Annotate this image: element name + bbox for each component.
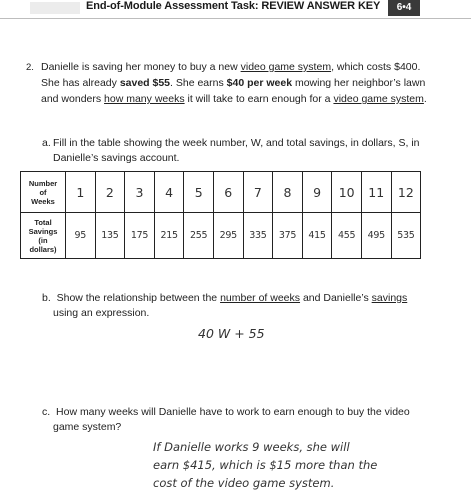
- part-c-text: How many weeks will Danielle have to work to earn enough to buy the video: [56, 406, 410, 418]
- part-b-link-weeks: number of weeks: [220, 292, 301, 304]
- weeks-savings-table: [20, 171, 421, 259]
- row-header-weeks: [21, 172, 66, 213]
- question-line-1: [41, 61, 420, 73]
- header-logo: [30, 2, 80, 14]
- row-header-line: dollars): [29, 244, 57, 254]
- row-header-line: of: [39, 187, 47, 197]
- savings-cell: 255: [184, 213, 214, 259]
- part-b-text: Show the relationship between the: [56, 292, 221, 304]
- q-text: it will take to earn enough for a: [184, 93, 334, 105]
- week-cell: 8: [273, 172, 303, 213]
- week-cell: 12: [391, 172, 421, 213]
- q-link-weeks: how many weeks: [104, 93, 185, 105]
- q-text: . She earns: [170, 77, 227, 89]
- module-badge: 6•4: [388, 0, 420, 16]
- week-cell: 1: [66, 172, 96, 213]
- row-header-savings: [21, 213, 66, 259]
- row-header-line: (in: [38, 235, 48, 245]
- savings-cell: 415: [302, 213, 332, 259]
- savings-cell: 135: [95, 213, 125, 259]
- q-bold-per-week: $40 per week: [226, 77, 293, 89]
- part-c-answer-line: earn $415, which is $15 more than the: [153, 458, 378, 472]
- week-cell: 5: [184, 172, 214, 213]
- q-text: mowing her neighbor’s lawn: [292, 77, 426, 89]
- question-line-2: [41, 77, 425, 89]
- savings-cell: 95: [66, 213, 96, 259]
- part-a-line-2: Danielle’s savings account.: [53, 152, 180, 164]
- part-c-line-2: game system?: [53, 421, 122, 433]
- part-b-answer: 40 W + 55: [198, 326, 265, 341]
- savings-cell: 455: [332, 213, 362, 259]
- q-bold-saved: saved $55: [119, 77, 171, 89]
- week-cell: 6: [213, 172, 243, 213]
- week-cell: 10: [332, 172, 362, 213]
- q-text: , which costs $400.: [331, 61, 421, 73]
- part-c-line-1: [42, 406, 410, 418]
- week-cell: 2: [95, 172, 125, 213]
- part-b-link-savings: savings: [371, 292, 408, 304]
- part-b-line-2: using an expression.: [53, 307, 150, 319]
- part-b-letter: b.: [42, 292, 51, 304]
- savings-cell: 335: [243, 213, 273, 259]
- question-number: 2.: [26, 62, 34, 73]
- table-row-savings: [21, 213, 421, 259]
- part-a-letter: a.: [42, 137, 51, 149]
- q-link-video-game-2: video game system: [333, 93, 424, 105]
- q-link-video-game: video game system: [240, 61, 332, 73]
- savings-cell: 535: [391, 213, 421, 259]
- part-b-line-1: [42, 292, 407, 304]
- q-text: Danielle is saving her money to buy a new: [41, 61, 241, 73]
- table-row-weeks: [21, 172, 421, 213]
- week-cell: 11: [361, 172, 391, 213]
- row-header-line: Savings: [28, 226, 58, 236]
- part-a-line-1: Fill in the table showing the week number, W, and total savings, in dollars, S, in: [53, 137, 420, 149]
- row-header-line: Total: [34, 217, 52, 227]
- part-c-letter: c.: [42, 406, 51, 418]
- part-b-text: and Danielle’s: [300, 292, 372, 304]
- row-header-line: Number: [28, 178, 58, 188]
- q-text: .: [423, 93, 427, 105]
- week-cell: 7: [243, 172, 273, 213]
- part-c-answer-line: If Danielle works 9 weeks, she will: [153, 440, 350, 454]
- header-bar: [0, 0, 471, 19]
- q-text: She has already: [41, 77, 120, 89]
- week-cell: 3: [125, 172, 155, 213]
- row-header-line: Weeks: [31, 196, 55, 206]
- savings-cell: 495: [361, 213, 391, 259]
- savings-cell: 175: [125, 213, 155, 259]
- savings-cell: 375: [273, 213, 303, 259]
- week-cell: 9: [302, 172, 332, 213]
- week-cell: 4: [154, 172, 184, 213]
- savings-cell: 295: [213, 213, 243, 259]
- part-c-answer-line: cost of the video game system.: [153, 476, 335, 490]
- savings-cell: 215: [154, 213, 184, 259]
- header-title: End-of-Module Assessment Task: REVIEW ANSWER KEY: [86, 0, 381, 12]
- question-line-3: [41, 93, 427, 105]
- q-text: and wonders: [41, 93, 105, 105]
